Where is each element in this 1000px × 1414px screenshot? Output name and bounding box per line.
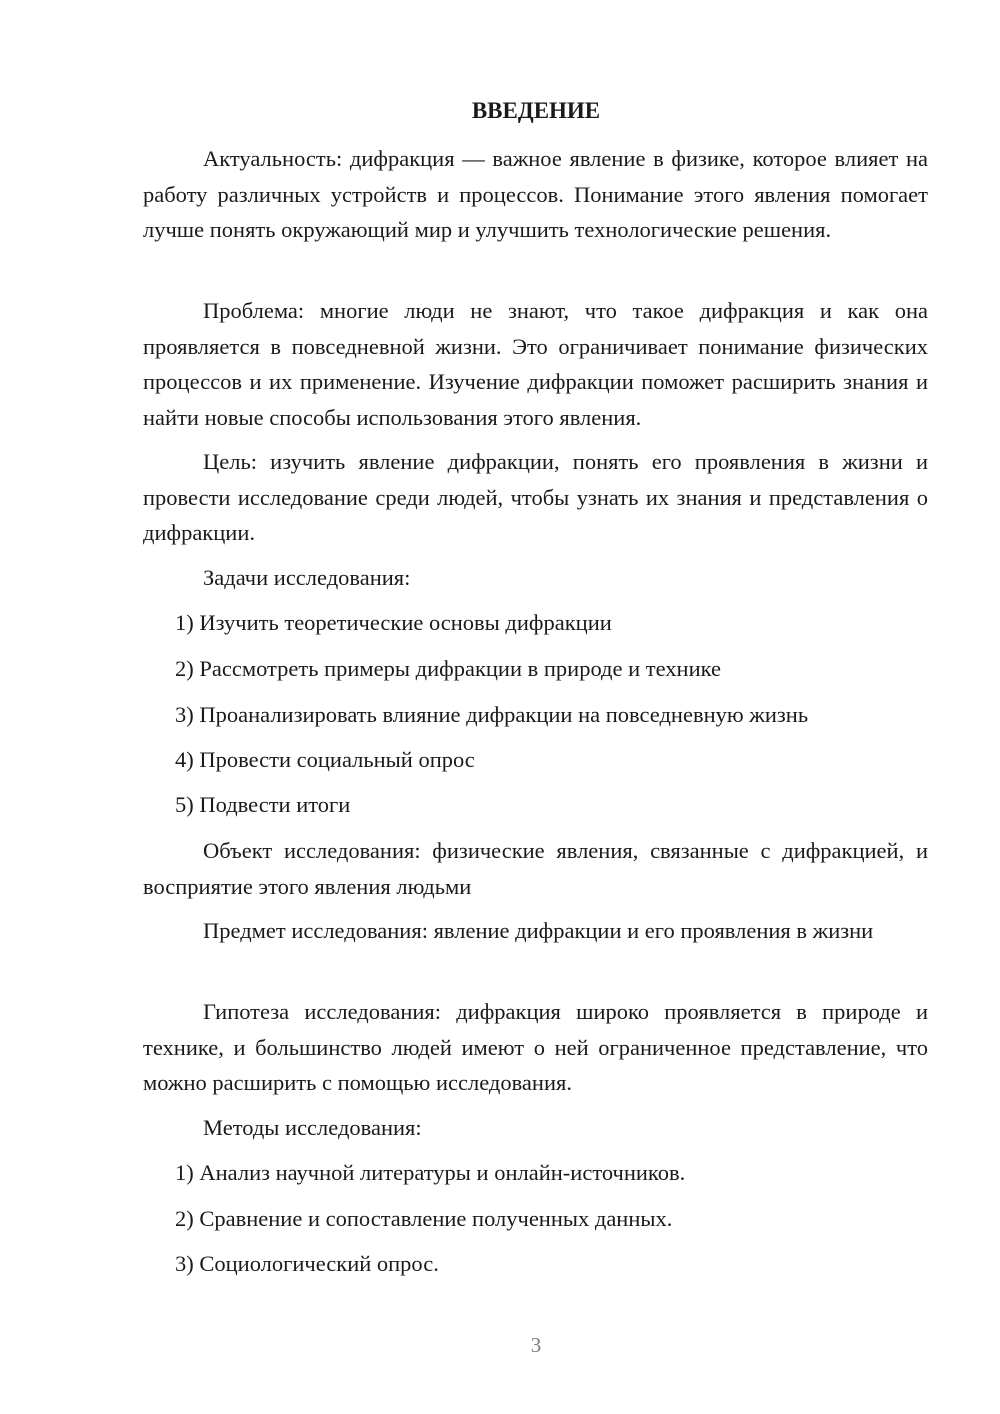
method-item-2: 2) Сравнение и сопоставление полученных данных. [175,1206,673,1231]
goal-paragraph: Цель: изучить явление дифракции, понять его проявления в жизни и провести исследование среди людей, чтобы узнать их знания и представления о дифракции. [143,449,928,545]
task-item-4: 4) Провести социальный опрос [175,747,475,772]
task-item-5: 5) Подвести итоги [175,792,351,817]
tasks-heading: Задачи исследования: [203,565,411,590]
method-item-1: 1) Анализ научной литературы и онлайн-источников. [175,1160,686,1185]
task-item-2: 2) Рассмотреть примеры дифракции в природе и технике [175,656,721,681]
relevance-paragraph: Актуальность: дифракция — важное явление в физике, которое влияет на работу различных устройств и процессов. Понимание этого явления помогает лучше понять окружающий мир и улучшить технологические решения. [143,146,928,242]
page-number: 3 [530,1333,542,1357]
problem-paragraph: Проблема: многие люди не знают, что такое дифракция и как она проявляется в повседневной жизни. Это ограничивает понимание физических процессов и их применение. Изучение дифракции поможет расширить знания и найти новые способы использования этого явления. [143,298,928,430]
object-paragraph: Объект исследования: физические явления, связанные с дифракцией, и восприятие этого явления людьми [143,838,928,899]
subject-paragraph: Предмет исследования: явление дифракции и его проявления в жизни [203,918,874,943]
task-item-1: 1) Изучить теоретические основы дифракции [175,610,612,635]
hypothesis-paragraph: Гипотеза исследования: дифракция широко проявляется в природе и технике, и большинство людей имеют о ней ограниченное представление, что можно расширить с помощью исследования. [143,999,928,1095]
methods-heading: Методы исследования: [203,1115,422,1140]
page-title: ВВЕДЕНИЕ [471,98,601,123]
task-item-3: 3) Проанализировать влияние дифракции на повседневную жизнь [175,702,809,727]
method-item-3: 3) Социологический опрос. [175,1251,439,1276]
